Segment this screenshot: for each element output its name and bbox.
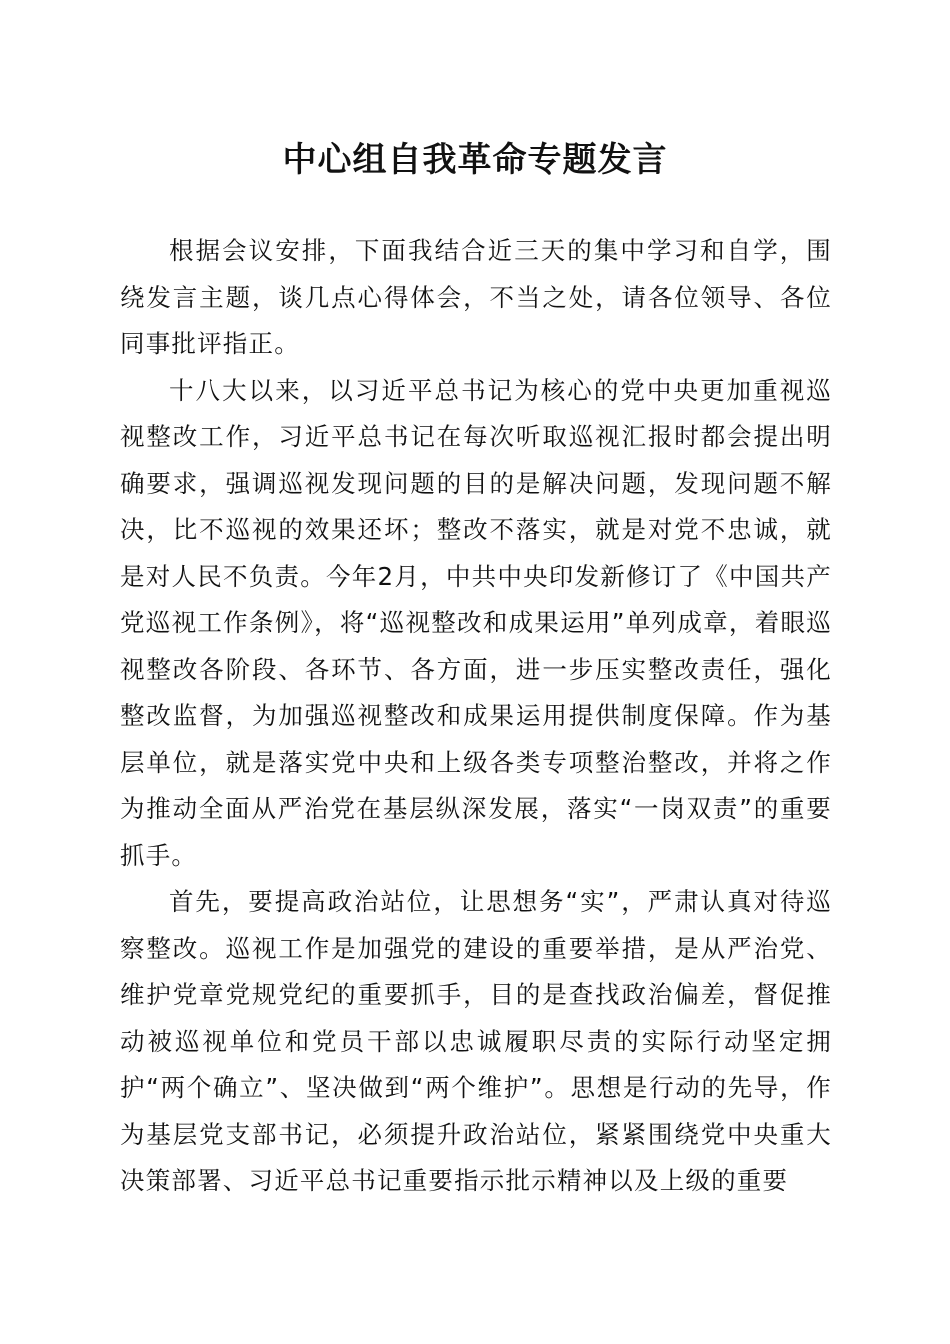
paragraph-background: 十八大以来，以习近平总书记为核心的党中央更加重视巡视整改工作，习近平总书记在每次听取巡视汇报时都会提出明确要求，强调巡视发现问题的目的是解决问题，发现问题不解决，比不巡视的效果还坏；整改不落实，就是对党不忠诚，就是对人民不负责。今年2月，中共中央印发新修订了《中国共产党巡视工作条例》，将“巡视整改和成果运用”单列成章，着眼巡视整改各阶段、各环节、各方面，进一步压实整改责任，强化整改监督，为加强巡视整改和成果运用提供制度保障。作为基层单位，就是落实党中央和上级各类专项整治整改，并将之作为推动全面从严治党在基层纵深发展，落实“一岗双责”的重要抓手。	[120, 375, 832, 870]
paragraph-first-point: 首先，要提高政治站位，让思想务“实”，严肃认真对待巡察整改。巡视工作是加强党的建设的重要举措，是从严治党、维护党章党规党纪的重要抓手，目的是查找政治偏差，督促推动被巡视单位和党员干部以忠诚履职尽责的实际行动坚定拥护“两个确立”、坚决做到“两个维护”。思想是行动的先导，作为基层党支部书记，必须提升政治站位，紧紧围绕党中央重大决策部署、习近平总书记重要指示批示精神以及上级的重要	[120, 887, 832, 1195]
document-title: 中心组自我革命专题发言	[282, 140, 668, 180]
paragraph-intro: 根据会议安排，下面我结合近三天的集中学习和自学，围绕发言主题，谈几点心得体会，不当之处，请各位领导、各位同事批评指正。	[120, 236, 832, 358]
document-body	[120, 228, 832, 1205]
